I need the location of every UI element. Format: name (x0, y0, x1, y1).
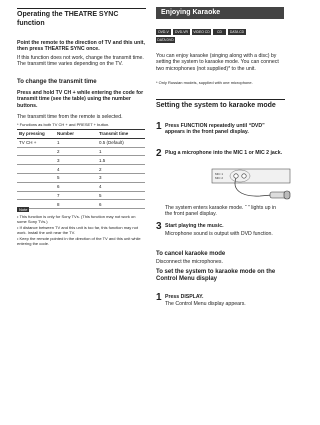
table-cell (17, 191, 55, 200)
step-text: Press DISPLAY. (165, 294, 204, 300)
step-text: Plug a microphone into the MIC 1 or MIC 2 jack. (165, 150, 283, 156)
microphone-head (284, 191, 290, 199)
step-number: 2 (156, 148, 162, 159)
table-cell: 0.5 (Default) (97, 138, 145, 147)
step2-result: The system enters karaoke mode. “ ” lights up in the front panel display. (165, 205, 277, 218)
section-title-karaoke-mode (156, 102, 285, 111)
table-row (17, 182, 145, 191)
control-menu-result: The Control Menu display appears. (165, 301, 246, 307)
transmit-time-table (17, 129, 145, 209)
title-text: Operating the THEATRE SYNC function (17, 11, 119, 27)
note-item: • This function is only for Sony TVs. (This function may not work on some Sony TVs.) (17, 214, 136, 224)
disc-badge: VIDEO CD (193, 30, 210, 34)
table-cell: 2 (55, 147, 97, 156)
subtitle-control-menu: To set the system to karaoke mode on the Control Menu display (156, 269, 276, 282)
step-number: 3 (156, 221, 162, 232)
table-cell: 3 (97, 173, 145, 182)
table-cell: TV CH + (17, 138, 55, 147)
table-row (17, 147, 145, 156)
karaoke-intro: You can enjoy karaoke (singing along with a disc) by setting the system to karaoke mode. You can connect two microphones (not supplied)* to the unit. (156, 53, 279, 72)
step-text: Press FUNCTION repeatedly until “DVD” appears in the front panel display. (165, 123, 265, 136)
disc-badge: DVD-V (156, 29, 171, 35)
change-footnote-text: Functions as both TV CH + and PRESET + button. (19, 122, 110, 127)
karaoke-footnote-text: Only Russian models, supplied with one microphone. (158, 80, 253, 85)
table-row (17, 191, 145, 200)
intro-instruction: Point the remote to the direction of TV and this unit, then press THEATRE SYNC once. (17, 40, 145, 53)
title-rule (17, 8, 146, 9)
table-cell: 5 (97, 191, 145, 200)
step-number: 1 (156, 121, 162, 132)
table-header: Number (55, 130, 97, 139)
table-cell: 7 (55, 191, 97, 200)
table-header: Transmit time (97, 130, 145, 139)
table-cell: 5 (55, 173, 97, 182)
table-cell (17, 165, 55, 174)
table-row (17, 200, 145, 209)
table-cell: 6 (55, 182, 97, 191)
step-number: 1 (156, 292, 162, 303)
table-cell: 8 (55, 200, 97, 209)
change-instruction: Press and hold TV CH + while entering the code for transmit time (see the table) using the number buttons. (17, 90, 144, 109)
subtitle-transmit-time: To change the transmit time (17, 79, 97, 85)
step-text: Start playing the music. (165, 223, 224, 229)
table-cell: 2 (97, 165, 145, 174)
table-row (17, 156, 145, 165)
karaoke-footnote: * Only Russian models, supplied with one microphone. (156, 80, 253, 85)
table-header: By pressing (17, 130, 55, 139)
table-cell: 1 (97, 147, 145, 156)
table-cell: 4 (55, 165, 97, 174)
table-row (17, 138, 145, 147)
table-cell: 3 (55, 156, 97, 165)
step3-result: Microphone sound is output with DVD function. (165, 231, 273, 237)
disc-badge: CD (213, 29, 226, 35)
table-cell (17, 182, 55, 191)
table-row (17, 165, 145, 174)
table-cell (17, 156, 55, 165)
cancel-body: Disconnect the microphones. (156, 259, 223, 265)
table-cell (17, 147, 55, 156)
microphone-icon (270, 192, 286, 198)
table-header-row (17, 130, 145, 139)
unit-panel (212, 169, 290, 183)
disc-badge: DATA DVD (157, 38, 174, 42)
title-text: Setting the system to karaoke mode (156, 102, 276, 109)
note-item: • Keep the remote pointed in the direction of the TV and this unit while entering the code. (17, 236, 141, 246)
change-body: The transmit time from the remote is selected. (17, 114, 123, 120)
microphone-diagram (210, 163, 295, 204)
jack-label: MIC 2 (215, 176, 224, 180)
table-cell: 1 (55, 138, 97, 147)
disc-badge: DATA CD (229, 30, 245, 34)
table-cell (17, 173, 55, 182)
title-rule (156, 99, 285, 100)
karaoke-banner: Enjoying Karaoke (156, 7, 284, 19)
table-cell: 1.5 (97, 156, 145, 165)
table-cell: 4 (97, 182, 145, 191)
disc-badge: DVD-VR (175, 30, 188, 34)
note-label: Note (19, 207, 28, 212)
table-cell: 6 (97, 200, 145, 209)
note-item: • If distance between TV and this unit is too far, this function may not work. Install the unit near the TV. (17, 225, 138, 235)
subtitle-cancel: To cancel karaoke mode (156, 251, 226, 257)
section-title-theatre-sync (17, 11, 146, 28)
mic-jack-1 (234, 174, 238, 178)
change-footnote: * Functions as both TV CH + and PRESET + button. (17, 122, 110, 127)
jack-label: MIC 1 (215, 172, 224, 176)
mic-jack-2 (242, 174, 246, 178)
intro-body: If this function does not work, change the transmit time. The transmit time varies depending on the TV. (17, 55, 144, 68)
table-row (17, 173, 145, 182)
